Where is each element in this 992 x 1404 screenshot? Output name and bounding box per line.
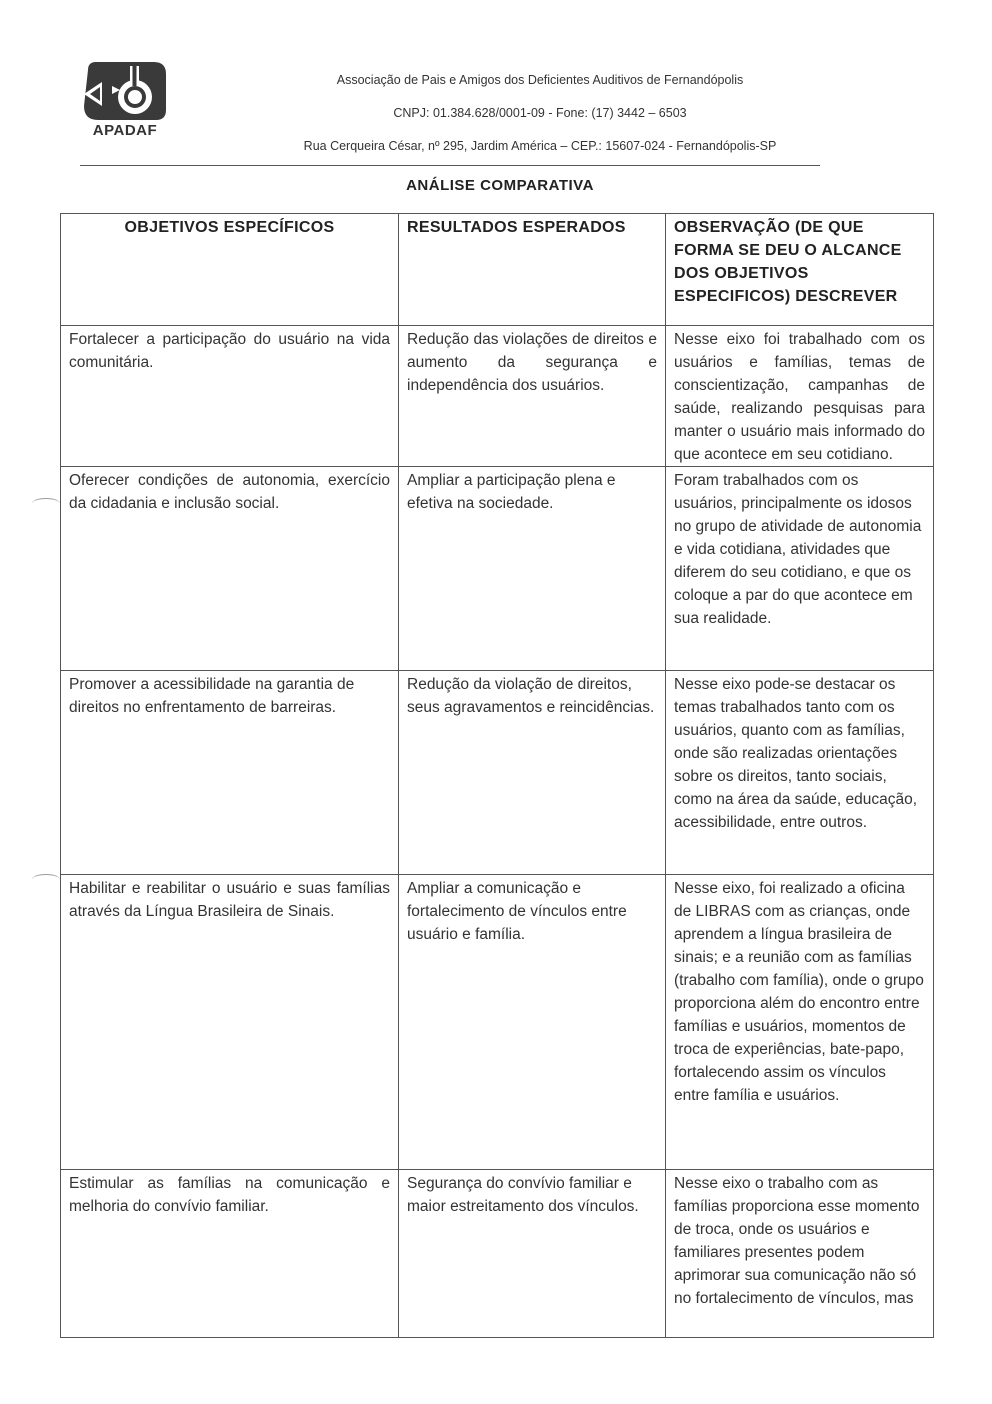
result-cell: Ampliar a participação plena e efetiva na sociedade. <box>399 467 666 671</box>
observation-cell: Foram trabalhados com os usuários, principalmente os idosos no grupo de atividade de autonomia e vida cotidiana, atividades que diferem do seu cotidiano, e que os coloque a par do que acontece em sua realidade. <box>666 467 934 671</box>
result-cell: Segurança do convívio familiar e maior estreitamento dos vínculos. <box>399 1170 666 1338</box>
table-row <box>61 326 934 467</box>
header-results: RESULTADOS ESPERADOS <box>399 214 666 326</box>
objective-cell: Fortalecer a participação do usuário na vida comunitária. <box>61 326 399 467</box>
result-cell: Redução das violações de direitos e aumento da segurança e independência dos usuários. <box>399 326 666 467</box>
table-row <box>61 875 934 1170</box>
apadaf-logo-icon <box>80 60 170 122</box>
header-objectives: OBJETIVOS ESPECÍFICOS <box>61 214 399 326</box>
cnpj-phone: CNPJ: 01.384.628/0001-09 - Fone: (17) 3442 – 6503 <box>393 106 687 120</box>
observation-cell: Nesse eixo o trabalho com as famílias proporciona esse momento de troca, onde os usuários e familiares presentes podem aprimorar sua comunicação não só no fortalecimento de vínculos, mas <box>666 1170 934 1338</box>
table-row <box>61 1170 934 1338</box>
logo-text: APADAF <box>92 122 158 139</box>
observation-cell: Nesse eixo pode-se destacar os temas trabalhados tanto com os usuários, quanto com as famílias, onde são realizadas orientações sobre os direitos, tanto sociais, como na área da saúde, educação, acessibilidade, entre outros. <box>666 671 934 875</box>
objective-cell: Estimular as famílias na comunicação e melhoria do convívio familiar. <box>61 1170 399 1338</box>
result-cell: Ampliar a comunicação e fortalecimento de vínculos entre usuário e família. <box>399 875 666 1170</box>
observation-cell: Nesse eixo foi trabalhado com os usuários e famílias, temas de conscientização, campanhas de saúde, realizando pesquisas para manter o usuário mais informado do que acontece em seu cotidiano. <box>666 326 934 467</box>
objective-cell: Promover a acessibilidade na garantia de direitos no enfrentamento de barreiras. <box>61 671 399 875</box>
document-title: ANÁLISE COMPARATIVA <box>406 177 594 194</box>
organization-name: Associação de Pais e Amigos dos Deficientes Auditivos de Fernandópolis <box>336 73 744 87</box>
punch-hole-mark <box>32 498 60 509</box>
table-row <box>61 467 934 671</box>
address: Rua Cerqueira César, nº 295, Jardim América – CEP.: 15607-024 - Fernandópolis-SP <box>303 139 777 153</box>
punch-hole-mark <box>32 874 60 885</box>
objective-cell: Oferecer condições de autonomia, exercício da cidadania e inclusão social. <box>61 467 399 671</box>
header-divider <box>80 165 820 166</box>
header-observation: OBSERVAÇÃO (DE QUE FORMA SE DEU O ALCANCE DOS OBJETIVOS ESPECIFICOS) DESCREVER <box>666 214 934 326</box>
table-row <box>61 671 934 875</box>
comparative-analysis-table <box>60 213 934 1338</box>
observation-cell: Nesse eixo, foi realizado a oficina de LIBRAS com as crianças, onde aprendem a língua brasileira de sinais; e a reunião com as famílias (trabalho com família), onde o grupo proporciona além do encontro entre famílias e usuários, momentos de troca de experiências, bate-papo, fortalecendo assim os vínculos entre família e usuários. <box>666 875 934 1170</box>
organization-logo <box>80 60 170 140</box>
result-cell: Redução da violação de direitos, seus agravamentos e reincidências. <box>399 671 666 875</box>
objective-cell: Habilitar e reabilitar o usuário e suas famílias através da Língua Brasileira de Sinais. <box>61 875 399 1170</box>
table-header-row <box>61 214 934 326</box>
